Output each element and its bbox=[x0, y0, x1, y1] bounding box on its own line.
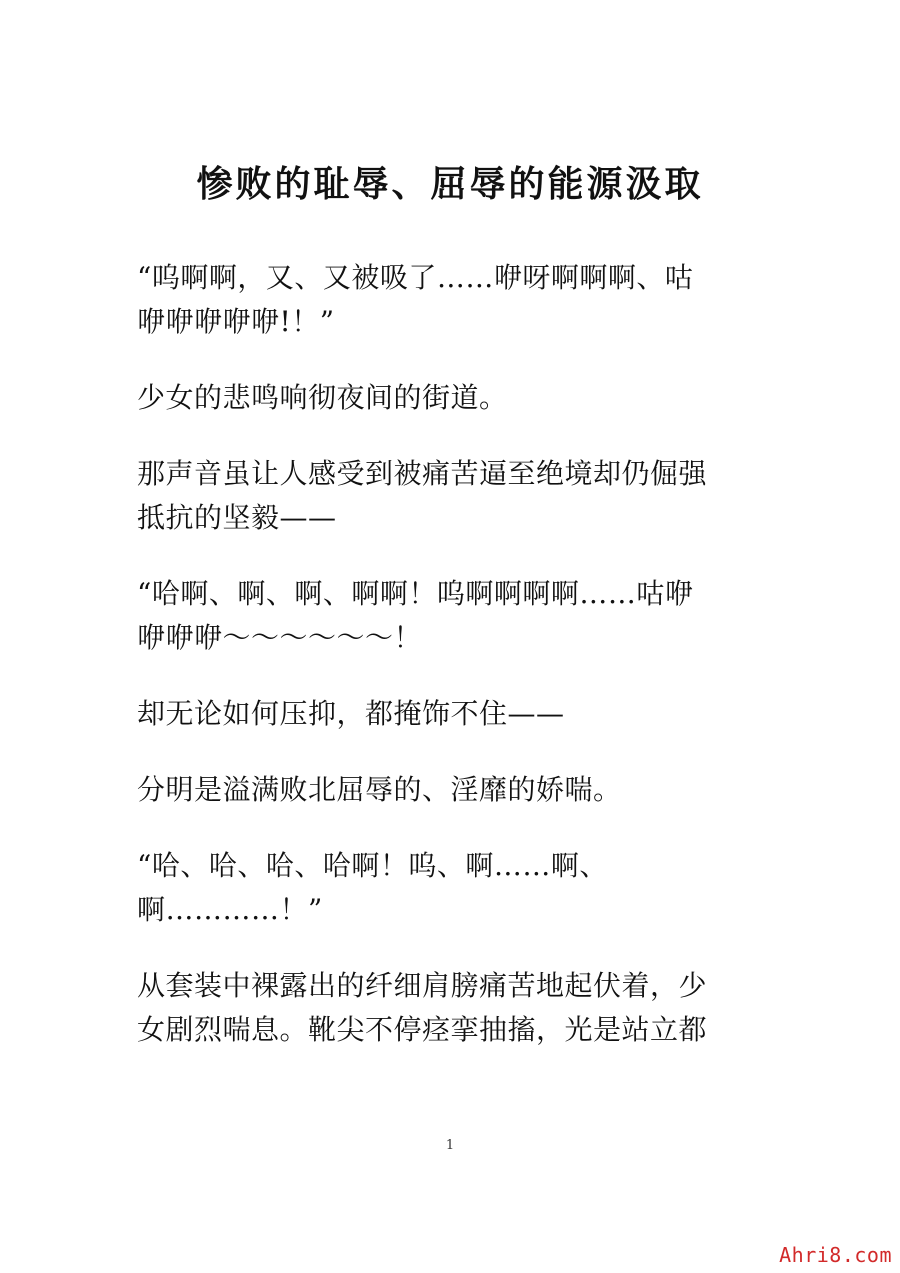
paragraph-2: 少女的悲鸣响彻夜间的街道。 bbox=[137, 381, 508, 414]
document-body bbox=[137, 256, 763, 1084]
paragraph-8: 从套装中裸露出的纤细肩膀痛苦地起伏着，少 女剧烈喘息。靴尖不停痉挛抽搐，光是站立都 bbox=[137, 969, 708, 1046]
document-title: 惨败的耻辱、屈辱的能源汲取 bbox=[196, 163, 704, 205]
paragraph-1: “呜啊啊，又、又被吸了……咿呀啊啊啊、咕 咿咿咿咿咿!！” bbox=[137, 261, 694, 338]
paragraph-4: “哈啊、啊、啊、啊啊！呜啊啊啊啊……咕咿 咿咿咿～～～～～～！ bbox=[137, 577, 694, 654]
watermark-text: Ahri8.com bbox=[779, 1243, 892, 1267]
paragraph-7: “哈、哈、哈、哈啊！呜、啊……啊、 啊…………！” bbox=[137, 849, 608, 926]
paragraph-6: 分明是溢满败北屈辱的、淫靡的娇喘。 bbox=[137, 773, 622, 806]
paragraph-5: 却无论如何压抑，都掩饰不住—— bbox=[137, 697, 565, 730]
page-number: 1 bbox=[445, 1138, 455, 1153]
paragraph-3: 那声音虽让人感受到被痛苦逼至绝境却仍倔强 抵抗的坚毅—— bbox=[137, 457, 708, 534]
